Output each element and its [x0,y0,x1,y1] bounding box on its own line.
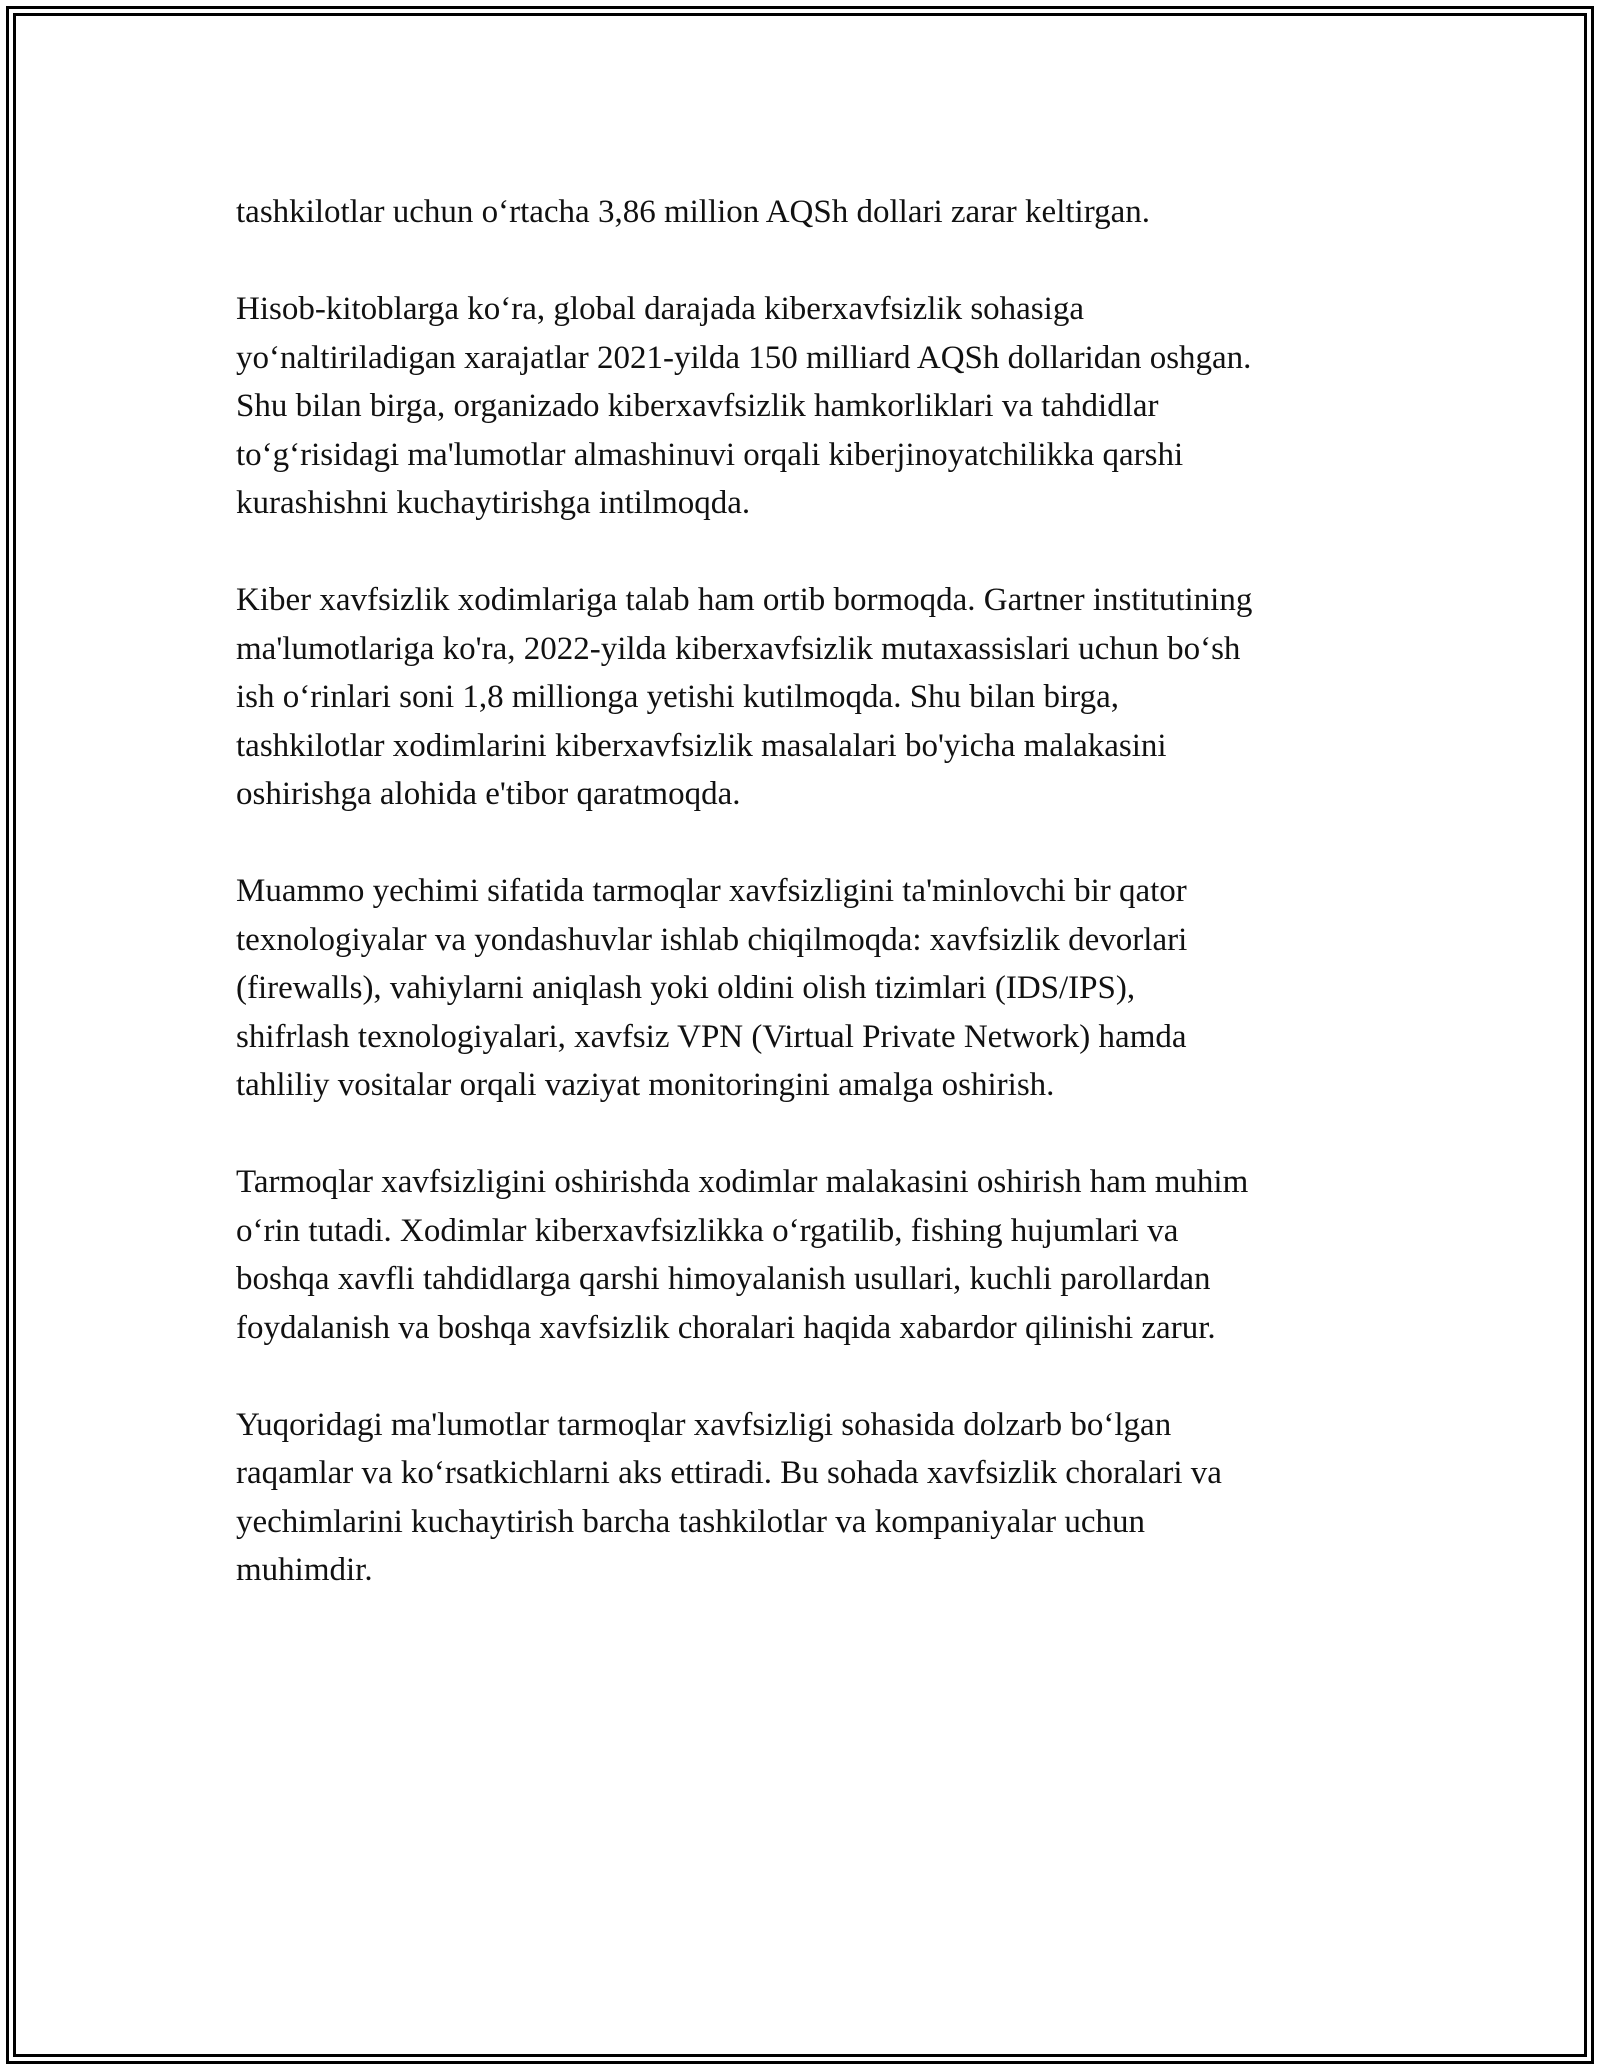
paragraph-5: Tarmoqlar xavfsizligini oshirishda xodimlar malakasini oshirish ham muhim oʻrin tutadi. Xodimlar kiberxavfsizlikka oʻrgatilib, fishing hujumlari va boshqa xavfli tahdidlarga qarshi himoyalanish usullari, kuchli parollardan foydalanish va boshqa xavfsizlik choralari haqida xabardor qilinishi zarur. [236,1164,1249,1346]
paragraph-4: Muammo yechimi sifatida tarmoqlar xavfsizligini ta'minlovchi bir qator texnologiyalar va yondashuvlar ishlab chiqilmoqda: xavfsizlik devorlari (firewalls), vahiylarni aniqlash yoki oldini olish tizimlari (IDS/IPS), shifrlash texnologiyalari, xavfsiz VPN (Virtual Private Network) hamda tahliliy vositalar orqali vaziyat monitoringini amalga oshirish. [236,873,1188,1103]
document-body [236,188,1386,1643]
paragraph-3: Kiber xavfsizlik xodimlariga talab ham ortib bormoqda. Gartner institutining ma'lumotlariga ko'ra, 2022-yilda kiberxavfsizlik mutaxassislari uchun boʻsh ish oʻrinlari soni 1,8 millionga yetishi kutilmoqda. Shu bilan birga, tashkilotlar xodimlarini kiberxavfsizlik masalalari bo'yicha malakasini oshirishga alohida e'tibor qaratmoqda. [236,582,1253,812]
paragraph-1: tashkilotlar uchun oʻrtacha 3,86 million AQSh dollari zarar keltirgan. [236,194,1150,230]
paragraph-2: Hisob-kitoblarga koʻra, global darajada kiberxavfsizlik sohasiga yoʻnaltiriladigan xarajatlar 2021-yilda 150 milliard AQSh dollaridan oshgan. Shu bilan birga, organizado kiberxavfsizlik hamkorliklari va tahdidlar toʻgʻrisidagi ma'lumotlar almashinuvi orqali kiberjinoyatchilikka qarshi kurashishni kuchaytirishga intilmoqda. [236,291,1252,521]
paragraph-6: Yuqoridagi ma'lumotlar tarmoqlar xavfsizligi sohasida dolzarb boʻlgan raqamlar va koʻrsatkichlarni aks ettiradi. Bu sohada xavfsizlik choralari va yechimlarini kuchaytirish barcha tashkilotlar va kompaniyalar uchun muhimdir. [236,1406,1222,1588]
